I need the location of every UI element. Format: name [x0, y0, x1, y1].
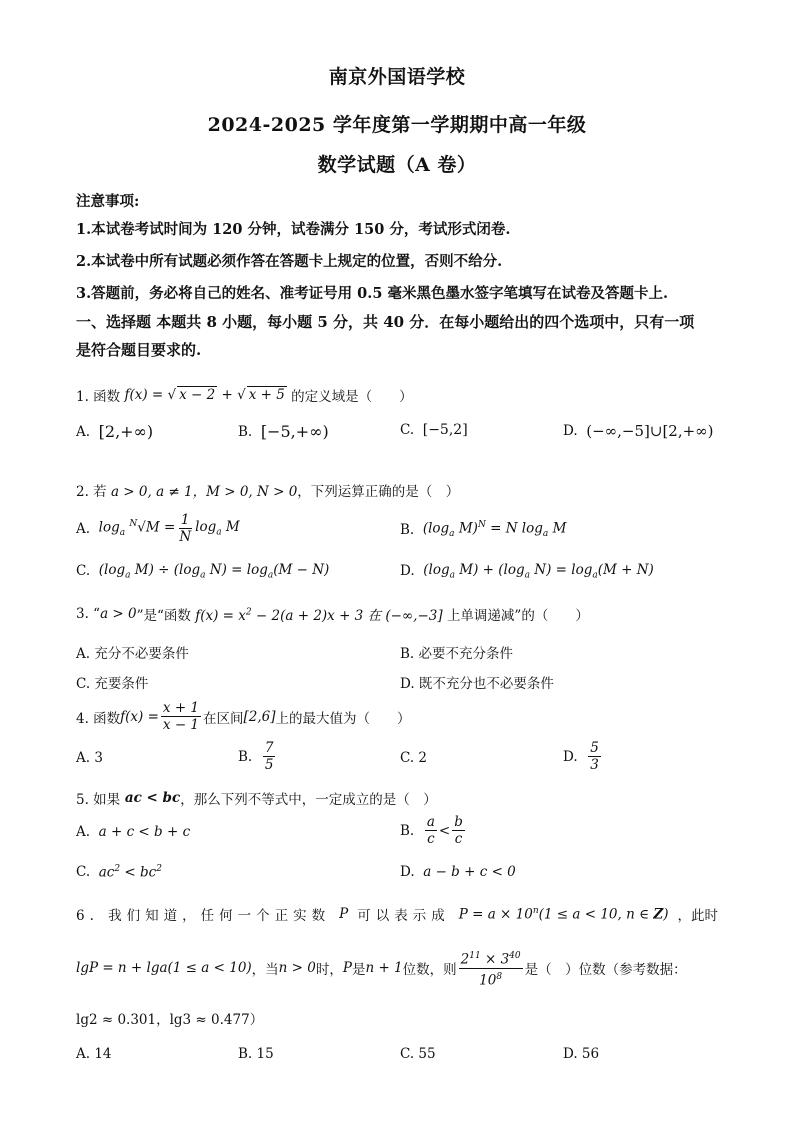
q3-option-b[interactable]: B. 必要不充分条件	[400, 646, 514, 662]
q5-option-a[interactable]: A. a + c < b + c	[76, 824, 191, 840]
term-title: 2024-2025 学年度第一学期期中高一年级	[207, 114, 587, 136]
question-6-line-3: lg2 ≈ 0.301，lg3 ≈ 0.477 ）	[76, 1012, 264, 1028]
section-line-2: 是符合题目要求的.	[76, 341, 202, 359]
question-6-line-2: lgP = n + lga(1 ≤ a < 10) ，当 n > 0 时， P 是 n + 1 位数，则 $\frac{2^{11} \times 3^{40}}{10^8}$ 是（ ）位数（参考数据：	[76, 948, 718, 988]
q4-option-d[interactable]: D. $\frac{5}{3}$	[563, 740, 599, 773]
q4-option-b[interactable]: B. $\frac{7}{5}$	[238, 740, 274, 773]
question-4: 4. 函数 f(x) = $\frac{x + 1}{x - 1}$ 在区间 [2,6] 上的最大值为（ ）	[76, 700, 411, 733]
q5-option-b[interactable]: B. $\frac{a}{c}$ < $\frac{b}{c}$	[400, 814, 463, 847]
question-5: 5. 如果 ac < bc ，那么下列不等式中，一定成立的是（ ）	[76, 790, 437, 808]
question-3: 3. “ a > 0 ”是“函数 $f(x) = x^2 - 2(a + 2)x + 3$ 在 (−∞,−3] 上单调递减”的（ ）	[76, 606, 589, 624]
q5-option-c[interactable]: C. $ac^2 < bc^2$	[76, 864, 162, 881]
q4-option-c[interactable]: C. 2	[400, 750, 428, 766]
q2-option-b[interactable]: B. ($\log_a$ M)$^N$ = N $\log_a M$	[400, 520, 567, 540]
q1-prefix: 1. 函数	[76, 389, 121, 405]
q1-option-d[interactable]: D. (−∞,−5]∪[2,+∞)	[563, 422, 714, 440]
question-2	[76, 480, 459, 500]
section-line-1: 一、选择题 本题共 8 小题，每小题 5 分，共 40 分．在每小题给出的四个选项中，只有一项	[76, 313, 695, 331]
q6-option-d[interactable]: D. 56	[563, 1046, 600, 1062]
q3-option-c[interactable]: C. 充要条件	[76, 676, 149, 692]
notice-item-2: 2.本试卷中所有试题必须作答在答题卡上规定的位置，否则不给分.	[76, 253, 503, 270]
q2-option-c[interactable]: C. ($\log_a$ $M) \div (\log_a$ $N) = \log_a(M - N)$	[76, 562, 330, 581]
q1-formula: f(x) = √ x − 2 + √ x + 5	[120, 387, 285, 403]
exam-title: 数学试题（A 卷）	[317, 154, 477, 176]
q4-interval: [2,6]	[243, 708, 276, 725]
q1-option-a[interactable]: A. [2,+∞)	[76, 422, 154, 441]
q2-condition: a > 0, a ≠ 1，M > 0, N > 0	[106, 484, 298, 500]
q6-option-c[interactable]: C. 55	[400, 1046, 436, 1062]
q1-option-c[interactable]: C. [−5,2]	[400, 422, 468, 438]
q3-option-d[interactable]: D. 既不充分也不必要条件	[400, 676, 554, 692]
notice-item-3: 3.答题前，务必将自己的姓名、准考证号用 0.5 毫米黑色墨水签字笔填写在试卷及答题卡上.	[76, 285, 669, 302]
notice-heading: 注意事项:	[76, 193, 140, 210]
q3-condition: a > 0	[100, 606, 137, 622]
q3-formula: $f(x) = x^2 - 2(a + 2)x + 3$ 在 (−∞,−3]	[190, 607, 447, 624]
q3-option-a[interactable]: A. 充分不必要条件	[76, 646, 189, 662]
q2-option-a[interactable]: A. $\log_a ^N√M$ = $\frac{1}{N}$ $\log_a M$	[76, 512, 240, 545]
q2-suffix: ，下列运算正确的是（ ）	[297, 484, 460, 500]
q5-condition: ac < bc	[120, 790, 181, 806]
q6-option-a[interactable]: A. 14	[76, 1046, 112, 1062]
notice-item-1: 1.本试卷考试时间为 120 分钟，试卷满分 150 分，考试形式闭卷.	[76, 221, 511, 238]
q4-formula: f(x) =	[120, 708, 159, 725]
q4-option-a[interactable]: A. 3	[76, 750, 103, 766]
q2-prefix: 2. 若	[76, 484, 107, 500]
q1-option-b[interactable]: B. [−5,+∞)	[238, 422, 329, 441]
question-1	[76, 385, 413, 405]
q6-scientific-form: $P = a \times 10^n(1 \le a < 10$, n ∈ Z)	[458, 905, 669, 923]
q6-option-b[interactable]: B. 15	[238, 1046, 274, 1062]
section-heading	[76, 308, 726, 364]
q2-option-d[interactable]: D. ($\log_a$ $M) + (\log_a$ $N) = \log_a(M + N)$	[400, 562, 654, 581]
question-6-line-1: 6. 我们知道，任何一个正实数 P 可以表示成 $P = a \times 10^n(1 \le a < 10$, n ∈ Z) ，此时	[76, 905, 718, 924]
q5-option-d[interactable]: D. a − b + c < 0	[400, 864, 516, 880]
school-name: 南京外国语学校	[328, 66, 466, 88]
q1-suffix: 的定义域是（ ）	[291, 389, 413, 405]
